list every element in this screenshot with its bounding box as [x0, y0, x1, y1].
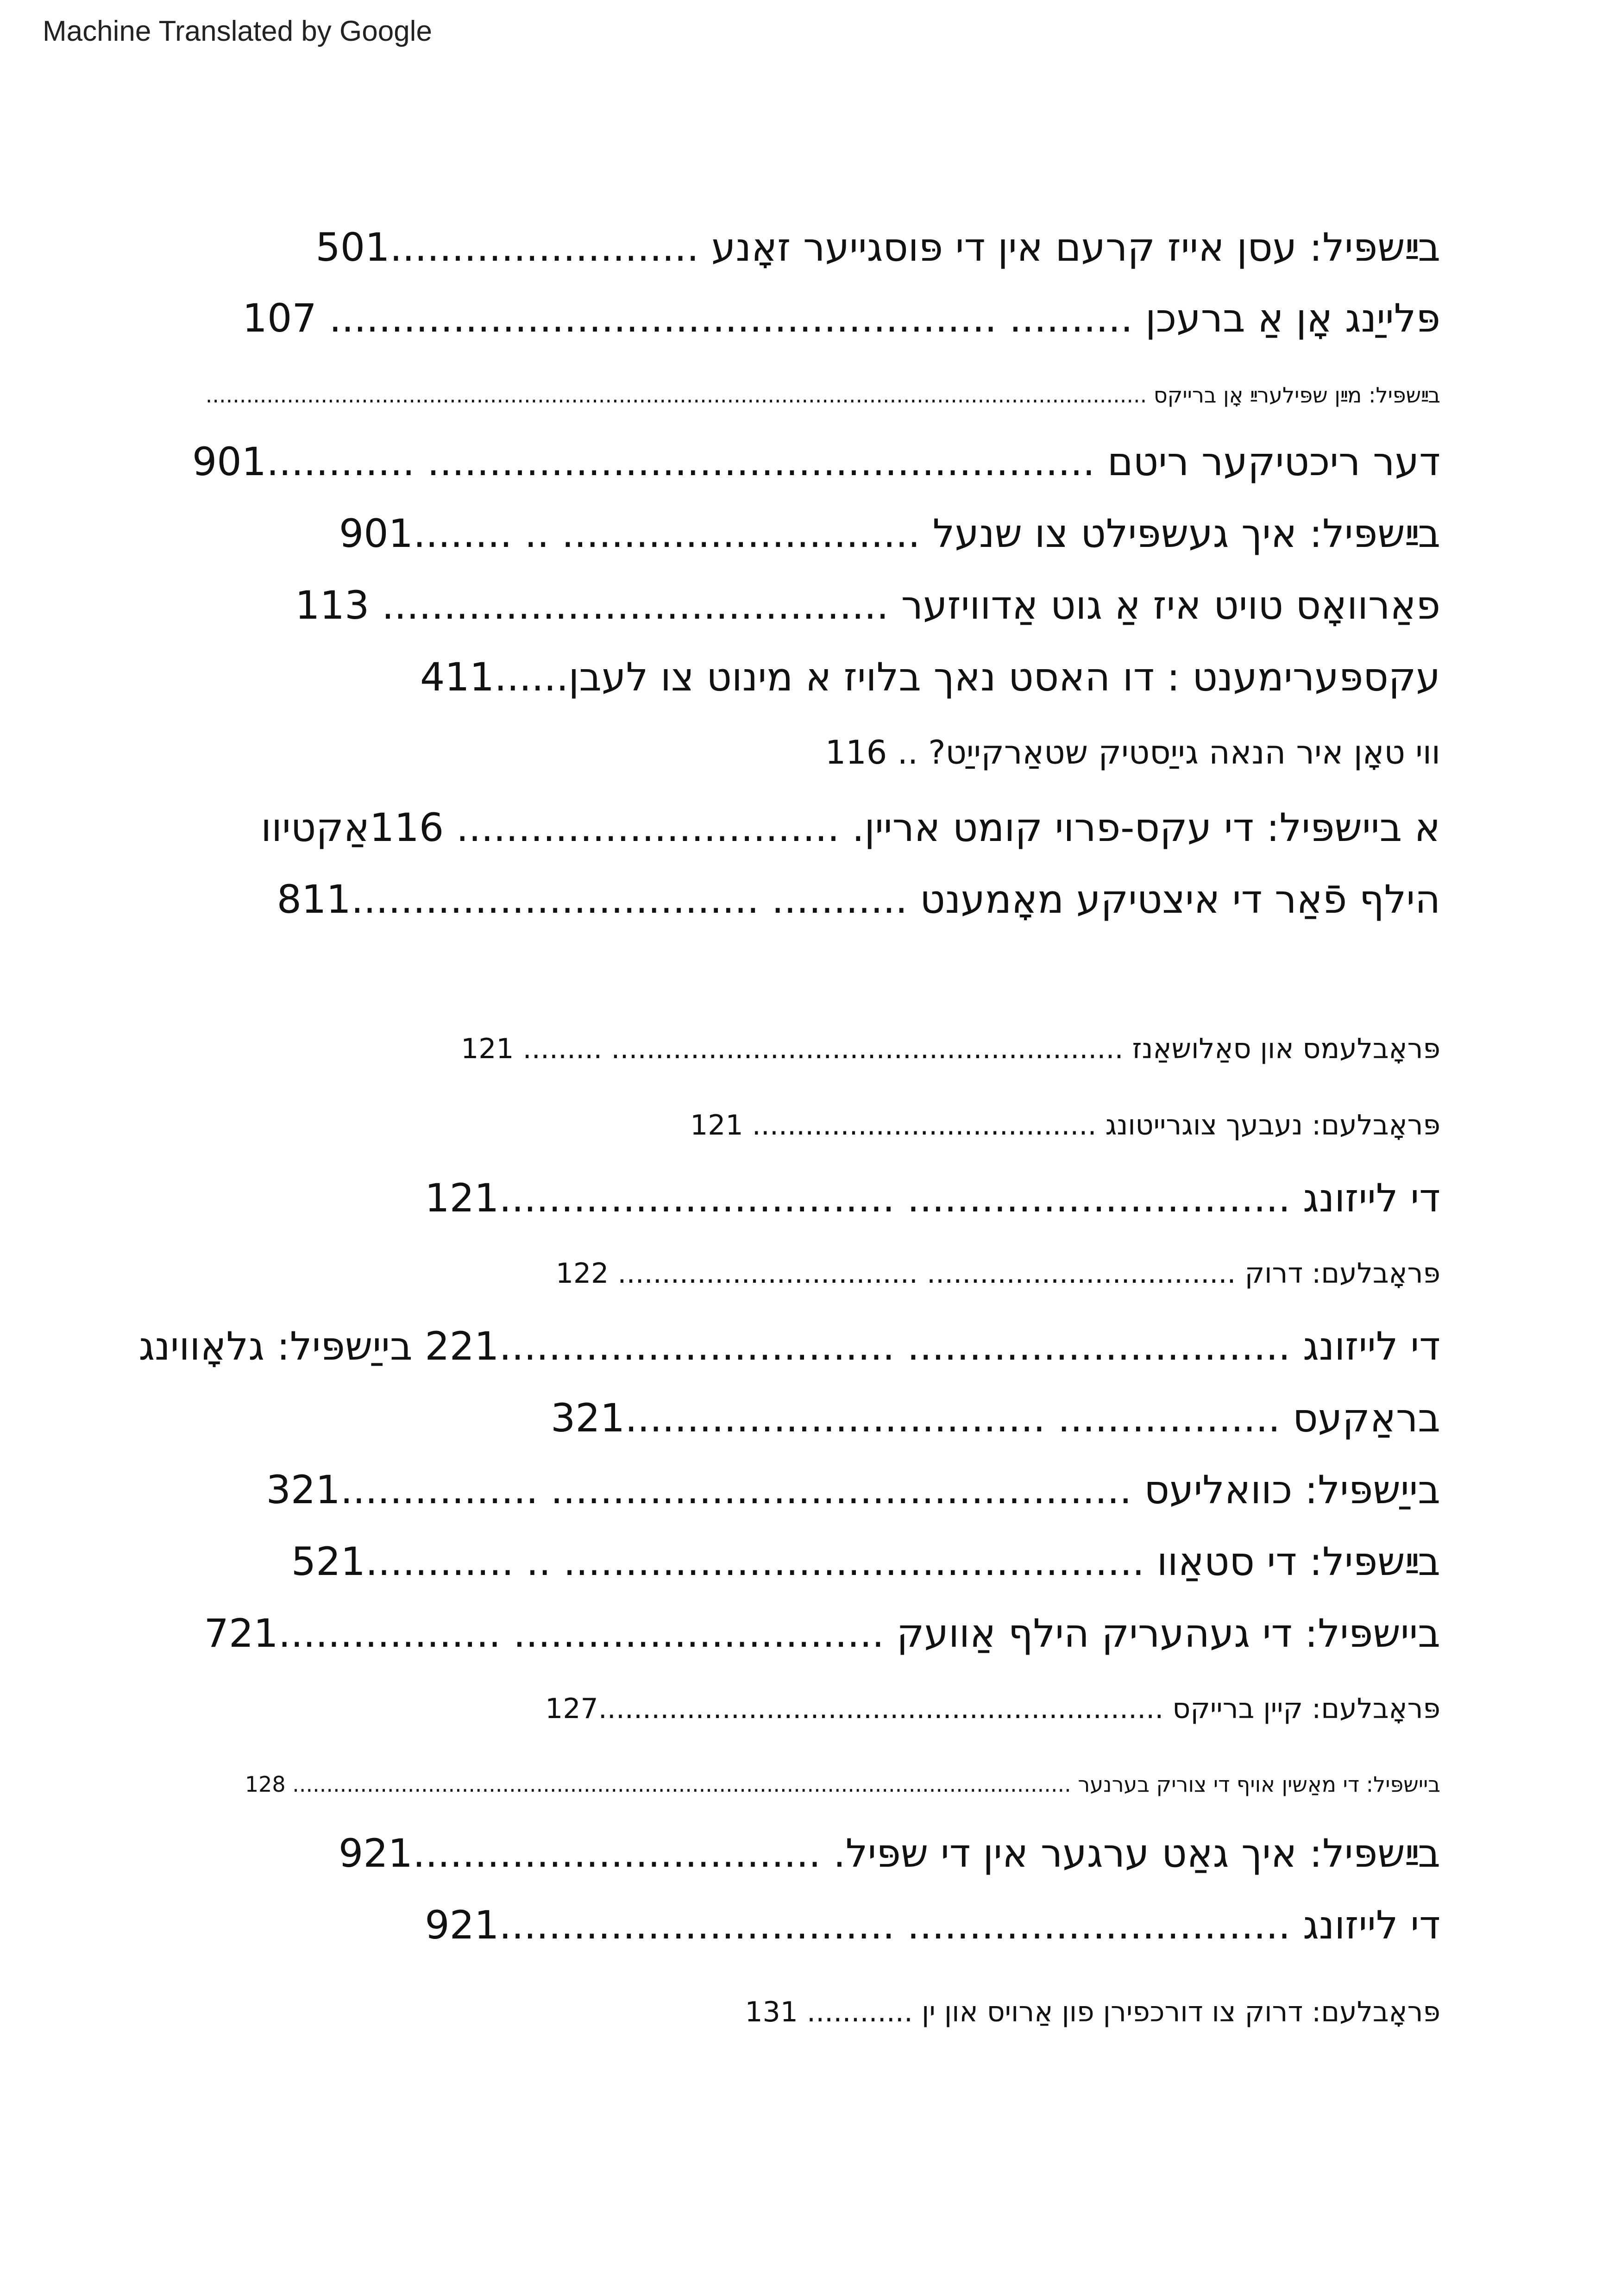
toc-entry: די לייזונג ............................... ................................221 בייַשפּיל: גלאָווינג	[138, 1324, 1440, 1369]
toc-entry: הילף פֿאַר די איצטיקע מאָמענט ........... .................................811	[276, 877, 1440, 922]
toc-entry: בראַקעס .................. ..................................321	[550, 1395, 1440, 1441]
toc-entry: בײַשפּיל: איך געשפּילט צו שנעל ............................. .. ........901	[339, 511, 1440, 556]
toc-entry: פּראָבלעמס און סאַלושאַנז .......................................................... ......... 121	[461, 1033, 1440, 1065]
toc-entry: פּראָבלעם: דרוק צו דורכפירן פון אַרויס און ין ............ 131	[745, 1996, 1440, 2028]
toc-entry: פאַרוואָס טויט איז אַ גוט אַדוויזער ......................................... 113	[295, 583, 1440, 628]
toc-entry: עקספּערימענט : דו האסט נאך בלויז א מינוט צו לעבן......411	[420, 654, 1440, 700]
toc-entry: בײַשפּיל: די סטאַוו ............................................... .. ............521	[291, 1539, 1440, 1584]
toc-entry: דער ריכטיקער ריטם ...................................................... ............901	[192, 439, 1440, 484]
toc-entry: ביישפּיל: די געהעריק הילף אַוועק .............................. ..................721	[204, 1611, 1440, 1656]
toc-entry: פּלייַנג אָן אַ ברעכן .......... ...................................................... 107	[242, 295, 1440, 341]
toc-entry: פּראָבלעם: קיין ברייקס ................................................................127	[545, 1693, 1440, 1725]
toc-entry: די לייזונג ............................... ................................121	[425, 1175, 1440, 1221]
toc-entry: בײַשפּיל: איך גאַט ערגער אין די שפּיל. .................................921	[338, 1831, 1440, 1876]
machine-translation-banner: Machine Translated by Google	[43, 15, 432, 47]
toc-entry: ביישפּיל: די מאַשין אויף די צוריק בערנער ................................................................................................................... 128	[245, 1772, 1440, 1797]
toc-entry: בײַשפּיל: מײַן שפּילערײַ אָן ברייקס ...........................................................................................................................................	[205, 383, 1440, 408]
toc-entry: בייַשפּיל: כוואליעס ............................................... ................321	[266, 1467, 1440, 1512]
toc-entry: די לייזונג ............................... ................................921	[425, 1902, 1440, 1948]
toc-entry: פּראָבלעם: דרוק ................................... .................................. 122	[555, 1257, 1440, 1290]
toc-entry: ווי טאָן איר הנאה גייַסטיק שטאַרקייַט? .. 116	[825, 734, 1440, 772]
toc-entry: בײַשפּיל: עסן אייז קרעם אין די פּוסגייער זאָנע .........................501	[315, 225, 1440, 270]
toc-entry: פּראָבלעם: נעבעך צוגרייטונג ....................................... 121	[690, 1109, 1440, 1142]
toc-entry: א ביישפּיל: די עקס-פרוי קומט אריין. ............................... 116אַקטיוו	[261, 805, 1440, 850]
